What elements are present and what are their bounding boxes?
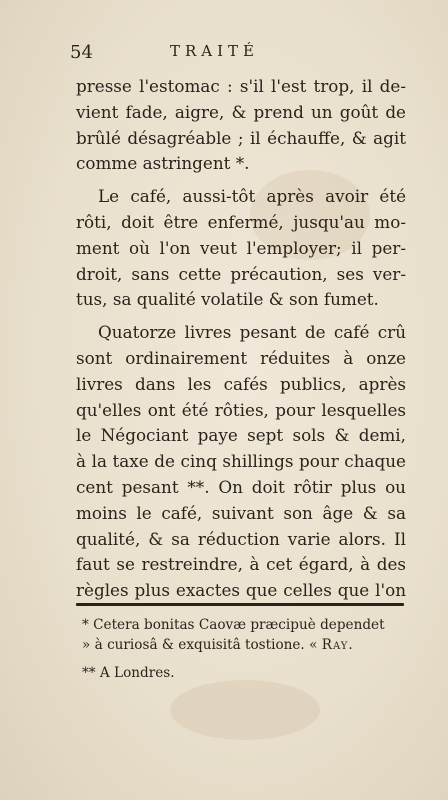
text-line: qualité, & sa réduction varie alors. Il [76,528,406,549]
text-line: ment où l'on veut l'employer; il per- [76,237,406,258]
footnote-author: Ray. [321,637,354,653]
text-line: rôti, doit être enfermé, jusqu'au mo- [76,211,406,232]
text-line: sont ordinairement réduites à onze [76,347,406,368]
text-line: cent pesant **. On doit rôtir plus ou [76,476,406,497]
text-line: faut se restreindre, à cet égard, à des [76,554,406,575]
text-line: le Négociant paye sept sols & demi, [76,425,406,446]
paper-stain [170,680,320,740]
text-line: tus, sa qualité volatile & son fumet. [76,289,379,310]
text-line: Le café, aussi-tôt après avoir été [98,186,406,207]
footnote-line [82,635,404,655]
text-line: qu'elles ont été rôties, pour lesquelles [76,399,406,420]
text-line: livres dans les cafés publics, après [76,373,406,394]
main-text [76,74,406,604]
text-line: vient fade, aigre, & prend un goût de [76,101,406,122]
text-line: presse l'estomac : s'il l'est trop, il de- [76,76,406,96]
text-line: brûlé désagréable ; il échauffe, & agit [76,127,406,148]
page-header [0,42,448,64]
text-line: moins le café, suivant son âge & sa [76,502,406,523]
footnote-rule [76,603,404,606]
running-title: TRAITÉ [170,42,260,60]
text-line: Quatorze livres pesant de café crû [98,322,406,343]
footnote-text: » à curiosâ & exquisitâ tostione. « [82,637,318,653]
text-line: à la taxe de cinq shillings pour chaque [76,451,406,472]
footnote-line: * Cetera bonitas Caovæ præcipuè dependet [82,617,385,633]
page-number: 54 [70,42,93,63]
text-line: règles plus exactes que celles que l'on [76,580,406,601]
footnote-line: ** A Londres. [82,665,175,681]
text-line: droit, sans cette précaution, ses ver- [76,263,406,284]
footnotes [82,615,404,683]
text-line: comme astringent *. [76,153,250,174]
